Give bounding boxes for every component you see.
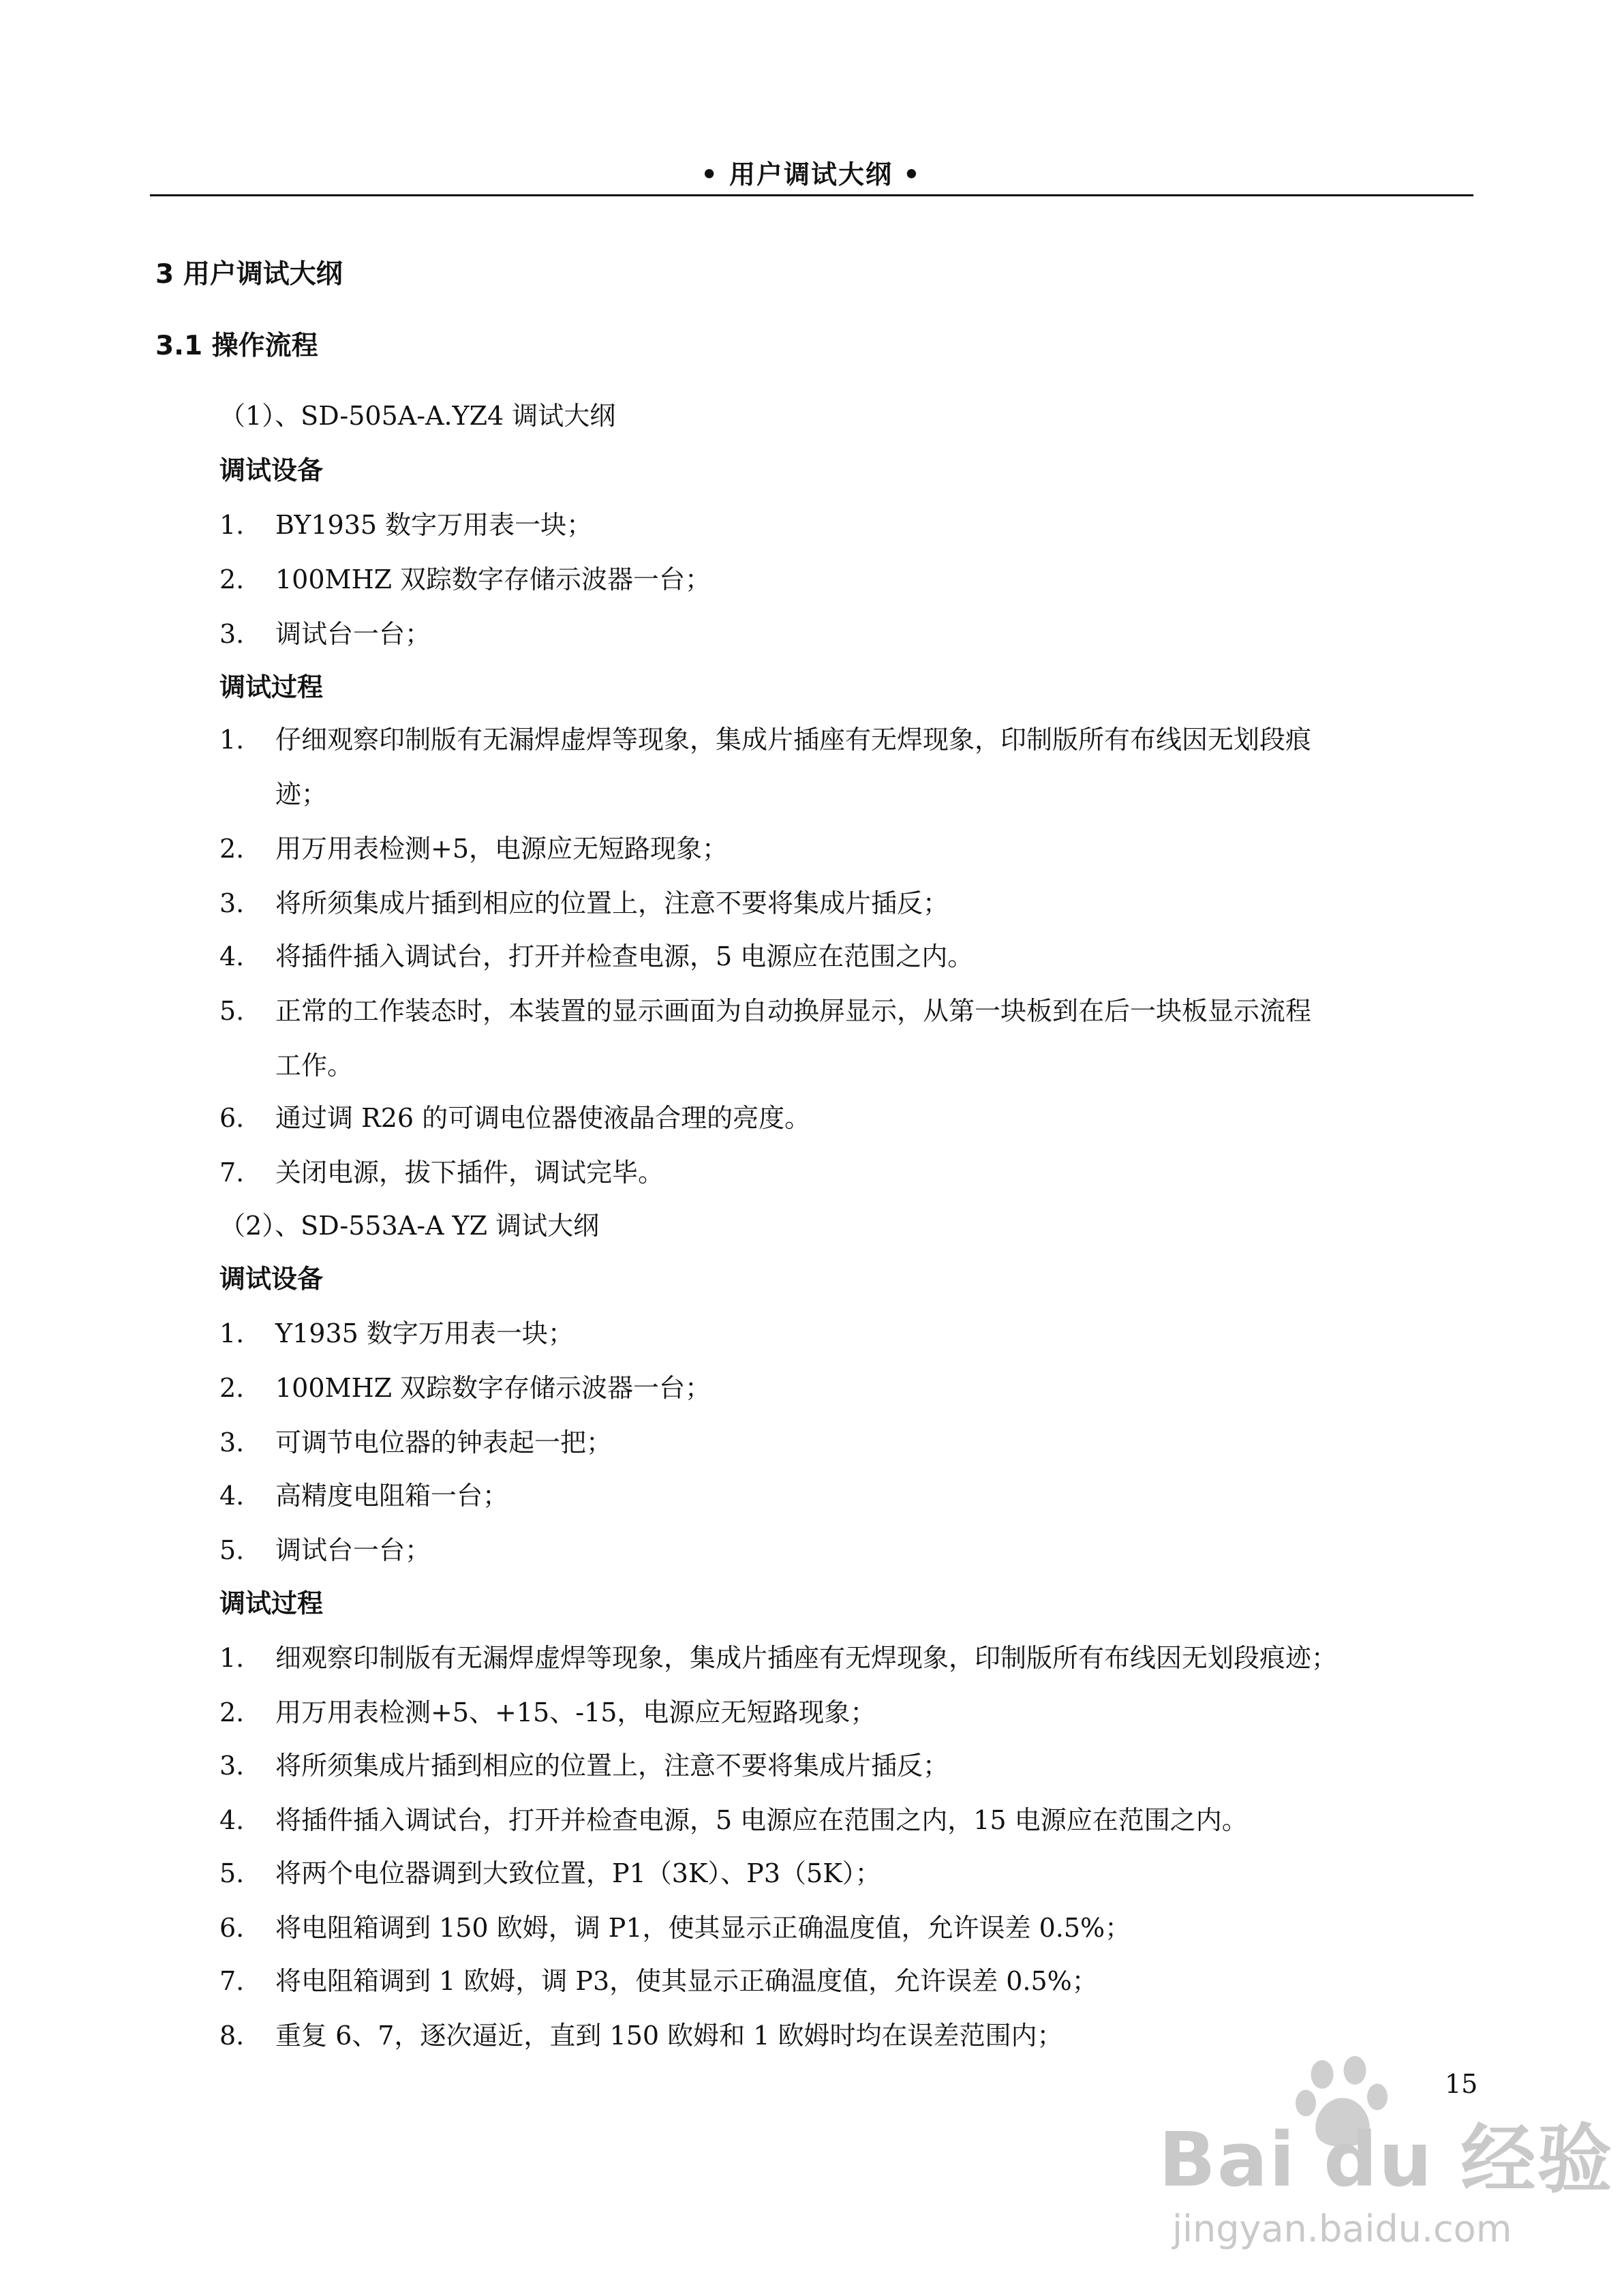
list-item: 8. 重复 6、7，逐次逼近，直到 150 欧姆和 1 欧姆时均在误差范围内；: [219, 2021, 1063, 2051]
watermark-logo: Bai du 经验: [1159, 2116, 1614, 2203]
list-item: 3. 将所须集成片插到相应的位置上，注意不要将集成片插反；: [219, 888, 949, 918]
list-item: 3. 将所须集成片插到相应的位置上，注意不要将集成片插反；: [219, 1751, 949, 1781]
list-item: 6. 将电阻箱调到 150 欧姆，调 P1，使其显示正确温度值，允许误差 0.5%；: [219, 1913, 1131, 1943]
part2-title: （2）、SD-553A-A YZ 调试大纲: [219, 1211, 600, 1241]
list-item-continuation: 工作。: [275, 1051, 354, 1081]
list-item: 1. Y1935 数字万用表一块；: [219, 1318, 574, 1348]
part1-equipment-heading: 调试设备: [219, 455, 324, 485]
part2-equipment-heading: 调试设备: [219, 1264, 324, 1294]
list-item: 1. BY1935 数字万用表一块；: [219, 510, 593, 540]
list-item: 7. 将电阻箱调到 1 欧姆，调 P3，使其显示正确温度值，允许误差 0.5%；: [219, 1966, 1098, 1996]
watermark-url: jingyan.baidu.com: [1172, 2207, 1512, 2250]
list-item: 3. 可调节电位器的钟表起一把；: [219, 1428, 613, 1457]
header-title: • 用户调试大纲 •: [701, 160, 921, 190]
list-item: 1. 仔细观察印制版有无漏焊虚焊等现象，集成片插座有无焊现象，印制版所有布线因无划段痕: [219, 725, 1312, 755]
page-number: 15: [1445, 2069, 1478, 2099]
list-item: 2. 用万用表检测+5，电源应无短路现象；: [219, 834, 729, 864]
list-item: 5. 将两个电位器调到大致位置，P1（3K）、P3（5K）；: [219, 1858, 881, 1888]
list-item: 4. 高精度电阻箱一台；: [219, 1481, 509, 1511]
list-item: 5. 正常的工作装态时，本装置的显示画面为自动换屏显示，从第一块板到在后一块板显示流程: [219, 996, 1312, 1026]
list-item: 1. 细观察印制版有无漏焊虚焊等现象，集成片插座有无焊现象，印制版所有布线因无划段痕迹；: [219, 1643, 1338, 1673]
list-item: 7. 关闭电源，拔下插件，调试完毕。: [219, 1158, 664, 1188]
list-item: 5. 调试台一台；: [219, 1535, 431, 1565]
list-item: 2. 100MHZ 双踪数字存储示波器一台；: [219, 1373, 711, 1403]
part2-process-heading: 调试过程: [219, 1588, 324, 1618]
list-item: 4. 将插件插入调试台，打开并检查电源，5 电源应在范围之内。: [219, 941, 974, 971]
part1-title: （1）、SD-505A-A.YZ4 调试大纲: [219, 401, 616, 431]
list-item: 3. 调试台一台；: [219, 619, 431, 649]
list-item: 4. 将插件插入调试台，打开并检查电源，5 电源应在范围之内，15 电源应在范围之内。: [219, 1805, 1248, 1835]
list-item: 2. 用万用表检测+5、+15、-15，电源应无短路现象；: [219, 1697, 876, 1727]
list-item: 2. 100MHZ 双踪数字存储示波器一台；: [219, 564, 711, 594]
part1-process-heading: 调试过程: [219, 672, 324, 702]
section-3-1-heading: 3.1 操作流程: [155, 331, 318, 361]
section-3-heading: 3 用户调试大纲: [155, 259, 343, 290]
list-item-continuation: 迹；: [275, 779, 328, 809]
list-item: 6. 通过调 R26 的可调电位器使液晶合理的亮度。: [219, 1103, 811, 1133]
header-rule: [150, 194, 1473, 196]
